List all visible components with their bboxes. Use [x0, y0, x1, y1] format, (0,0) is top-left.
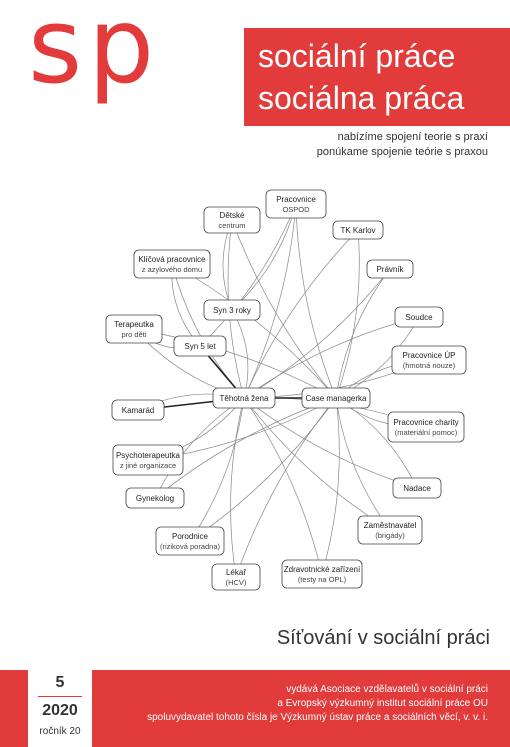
diagram-link: [236, 398, 336, 577]
diagram-node-label: (materiální pomoc): [394, 428, 458, 437]
issue-info-box: [28, 670, 92, 747]
diagram-node-zamestnavatel: [358, 516, 422, 544]
diagram-node-label: Syn 5 let: [184, 342, 216, 351]
diagram-node-label: Porodnice: [171, 532, 209, 541]
diagram-node-kamarad: [112, 400, 164, 420]
diagram-node-porodnice: [156, 527, 224, 555]
diagram-link: [244, 398, 390, 530]
diagram-node-box: [113, 445, 183, 475]
diagram-nodes: [106, 190, 466, 590]
diagram-node-label: Nadace: [403, 484, 431, 493]
publisher-line-2: a Evropský výzkumný institut sociální práce OU: [277, 698, 488, 709]
diagram-node-label: pro děti: [121, 330, 147, 339]
issue-topic-title: Síťování v sociální práci: [276, 627, 490, 649]
diagram-node-label: Klíčová pracovnice: [138, 255, 206, 264]
diagram-node-label: Psychoterapeutka: [115, 451, 181, 460]
tagline-sk: ponúkame spojenie teórie s praxou: [316, 146, 488, 158]
diagram-node-label: Kamarád: [121, 406, 155, 415]
diagram-node-soudce: [395, 307, 443, 327]
diagram-link: [190, 398, 244, 541]
diagram-node-ospod: [266, 190, 326, 218]
diagram-node-label: Zaměstnavatel: [363, 521, 417, 530]
diagram-node-label: Zdravotnické zařízení: [283, 565, 361, 574]
journal-title-cz: sociální práce: [258, 38, 456, 74]
diagram-node-label: Těhotná žena: [219, 394, 269, 403]
diagram-node-box: [388, 412, 464, 442]
journal-title-sk: sociálna práca: [258, 80, 465, 116]
diagram-node-syn3: [204, 300, 260, 320]
diagram-node-label: Syn 3 roky: [213, 306, 251, 315]
diagram-node-label: Dětské: [219, 211, 245, 220]
diagram-node-gynekolog: [126, 488, 184, 508]
diagram-node-pravnik: [367, 260, 413, 278]
diagram-node-label: Terapeutka: [114, 320, 154, 329]
diagram-node-label: (testy na OPL): [297, 575, 347, 584]
issue-year: 2020: [42, 702, 78, 719]
diagram-node-label: OSPOD: [282, 205, 310, 214]
diagram-node-syn5: [174, 336, 226, 356]
diagram-node-label: TK Karlov: [340, 226, 376, 235]
diagram-node-terapeutka: [106, 315, 162, 343]
diagram-node-label: Lékař: [225, 568, 247, 577]
diagram-node-nadace: [393, 478, 441, 498]
diagram-node-label: z jiné organizace: [119, 461, 177, 470]
diagram-link: [336, 230, 359, 398]
diagram-node-label: centrum: [218, 221, 246, 230]
diagram-node-up: [392, 346, 466, 374]
diagram-link: [231, 398, 244, 577]
diagram-link: [172, 264, 244, 398]
diagram-node-label: (hmotná nouze): [402, 361, 456, 370]
diagram-node-detske: [204, 207, 260, 233]
journal-logo: sp: [28, 0, 161, 107]
diagram-node-label: (HCV): [225, 578, 247, 587]
diagram-node-charity: [388, 412, 464, 442]
diagram-link: [322, 398, 339, 574]
diagram-node-label: Gynekolog: [135, 494, 175, 503]
diagram-link: [296, 204, 336, 398]
diagram-node-tk: [333, 221, 383, 239]
diagram-link: [244, 269, 390, 398]
diagram-node-tehotna: [213, 388, 275, 408]
tagline-cz: nabízíme spojení teorie s praxí: [337, 131, 488, 143]
issue-number: 5: [55, 674, 65, 691]
diagram-node-label: Soudce: [405, 313, 433, 322]
diagram-link: [244, 398, 322, 574]
diagram-link: [190, 398, 336, 541]
diagram-node-label: Case managerka: [305, 394, 367, 403]
diagram-node-label: Pracovnice ÚP: [402, 351, 456, 360]
diagram-node-label: z azylového domu: [141, 265, 203, 274]
network-diagram: [0, 180, 510, 600]
diagram-node-label: Právník: [376, 265, 404, 274]
publisher-line-3: spoluvydavatel tohoto čísla je Výzkumný ústav práce a sociálních věcí, v. v. i.: [147, 712, 488, 723]
diagram-node-case: [302, 388, 370, 408]
diagram-node-label: Pracovnice charity: [393, 418, 459, 427]
issue-volume: ročník 20: [39, 726, 81, 737]
diagram-link: [244, 398, 417, 488]
diagram-node-label: (riziková poradna): [159, 542, 221, 551]
diagram-node-label: Pracovnice: [276, 195, 316, 204]
diagram-node-zdravotnicke: [282, 560, 362, 588]
issue-divider: [38, 696, 82, 697]
publisher-line-1: vydává Asociace vzdělavatelů v sociální práci: [286, 684, 488, 695]
diagram-node-klicova: [134, 250, 210, 278]
diagram-node-psycho: [113, 445, 183, 475]
diagram-node-lekar: [212, 564, 260, 590]
diagram-node-label: (brigády): [375, 531, 405, 540]
